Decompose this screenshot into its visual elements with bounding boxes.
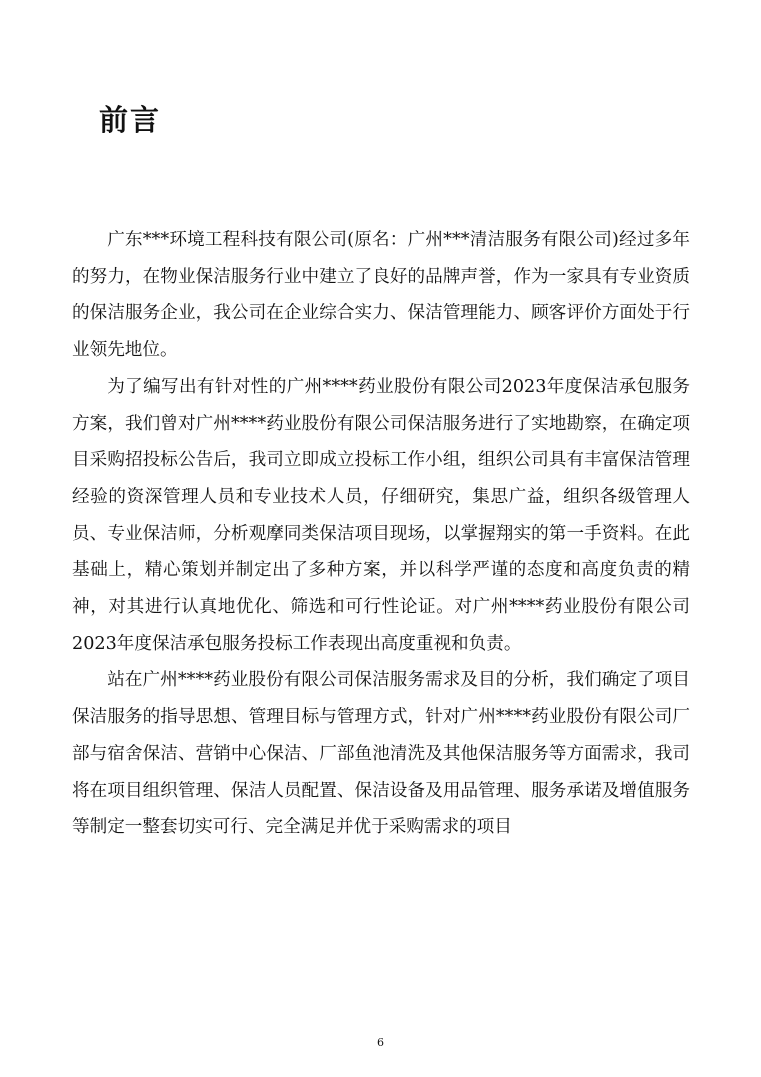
paragraph-service-needs: 站在广州****药业股份有限公司保洁服务需求及目的分析，我们确定了项目保洁服务的指导思想、管理目标与管理方式，针对广州****药业股份有限公司厂部与宿舍保洁、营销中心保洁、厂部鱼池清洗及其他保洁服务等方面需求，我司将在项目组织管理、保洁人员配置、保洁设备及用品管理、服务承诺及增值服务等制定一整套切实可行、完全满足并优于采购需求的项目: [72, 670, 690, 838]
body-text: [72, 222, 690, 846]
page-number: 6: [377, 1036, 384, 1049]
paragraph-preparation: 为了编写出有针对性的广州****药业股份有限公司2023年度保洁承包服务方案，我们曾对广州****药业股份有限公司保洁服务进行了实地勘察，在确定项目采购招投标公告后，我司立即成立投标工作小组，组织公司具有丰富保洁管理经验的资深管理人员和专业技术人员，仔细研究，集思广益，组织各级管理人员、专业保洁师，分析观摩同类保洁项目现场，以掌握翔实的第一手资料。在此基础上，精心策划并制定出了多种方案，并以科学严谨的态度和高度负责的精神，对其进行认真地优化、筛选和可行性论证。对广州****药业股份有限公司2023年度保洁承包服务投标工作表现出高度重视和负责。: [72, 376, 690, 654]
paragraph-company-intro: 广东***环境工程科技有限公司(原名：广州***清洁服务有限公司)经过多年的努力，在物业保洁服务行业中建立了良好的品牌声誉，作为一家具有专业资质的保洁服务企业，我公司在企业综合实力、保洁管理能力、顾客评价方面处于行业领先地位。: [72, 230, 690, 361]
page-title: 前言: [99, 103, 162, 137]
